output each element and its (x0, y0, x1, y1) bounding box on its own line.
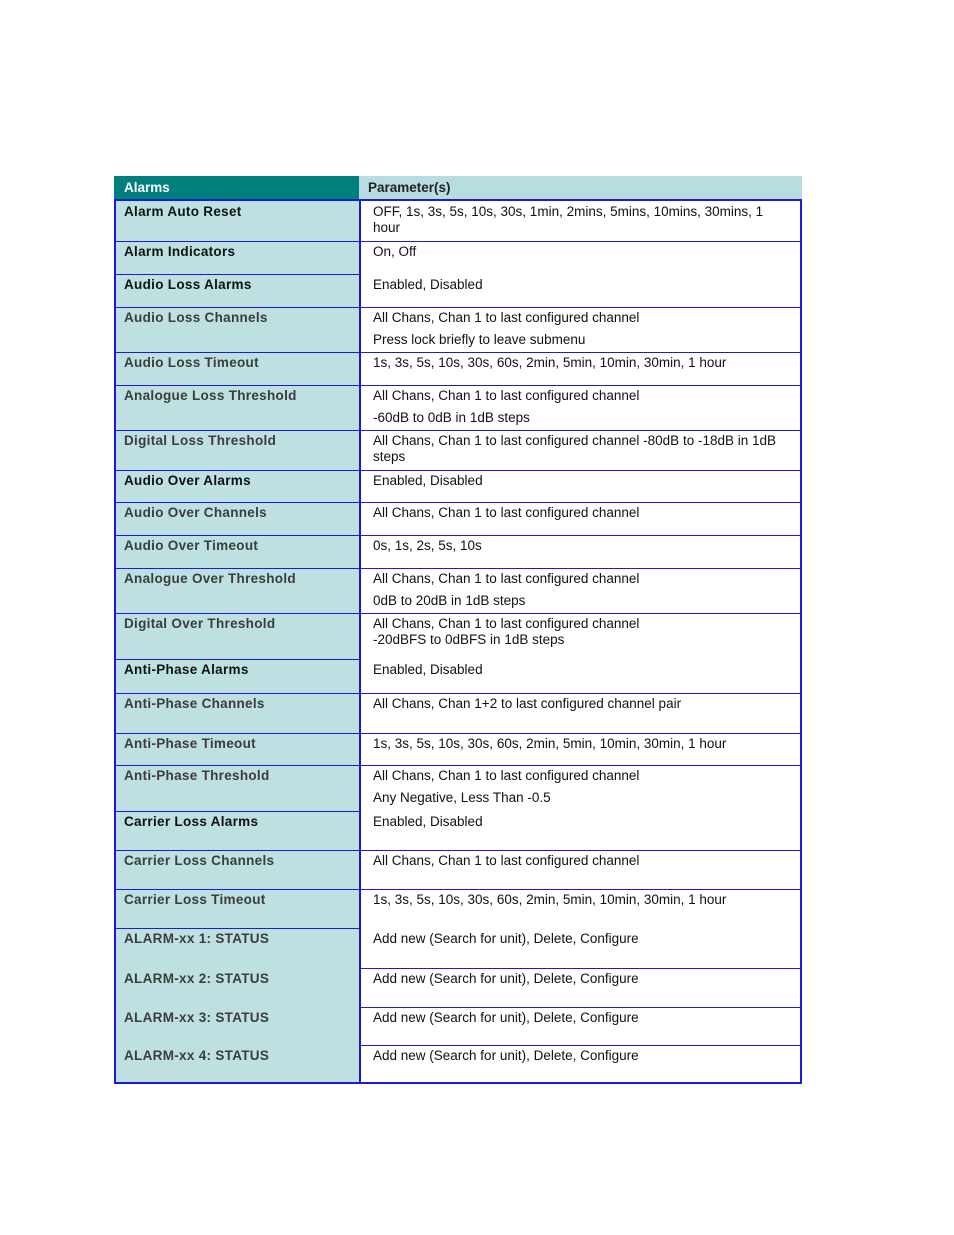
alarm-name: Carrier Loss Timeout (124, 892, 266, 907)
parameter-line-2: Press lock briefly to leave submenu (373, 332, 586, 347)
alarm-parameters (361, 928, 800, 968)
header-alarms: Alarms (114, 176, 359, 199)
row-divider (361, 385, 800, 386)
alarm-parameters (361, 502, 800, 535)
row-divider (116, 889, 359, 890)
alarm-name: Digital Over Threshold (124, 616, 276, 631)
alarm-name: Anti-Phase Channels (124, 696, 265, 711)
alarm-parameters (361, 568, 800, 613)
parameter-line-2: 0dB to 20dB in 1dB steps (373, 593, 526, 608)
alarm-parameters (361, 733, 800, 765)
alarm-name: Audio Loss Alarms (124, 277, 252, 292)
alarm-parameters (361, 535, 800, 568)
parameter-line: All Chans, Chan 1+2 to last configured channel pair (373, 696, 682, 711)
row-divider (116, 274, 359, 275)
parameter-line: 1s, 3s, 5s, 10s, 30s, 60s, 2min, 5min, 10min, 30min, 1 hour (373, 355, 727, 370)
parameter-line: All Chans, Chan 1 to last configured channel (373, 616, 640, 631)
row-divider (116, 613, 359, 614)
alarm-name: ALARM-xx 3: STATUS (124, 1010, 270, 1025)
alarm-name: Carrier Loss Channels (124, 853, 275, 868)
row-divider (116, 430, 359, 431)
alarm-parameters (361, 1007, 800, 1045)
alarm-name: Audio Over Alarms (124, 473, 251, 488)
row-divider (116, 502, 359, 503)
header-parameters: Parameter(s) (359, 176, 802, 199)
alarm-parameters (361, 201, 800, 241)
row-divider (116, 470, 359, 471)
row-divider (116, 352, 359, 353)
alarm-name: Anti-Phase Threshold (124, 768, 270, 783)
row-divider (116, 765, 359, 766)
parameter-line: On, Off (373, 244, 417, 259)
table-row (116, 928, 800, 968)
row-divider (361, 470, 800, 471)
table-row (116, 535, 800, 568)
table-row (116, 811, 800, 850)
table-row (116, 1007, 800, 1045)
row-divider (361, 502, 800, 503)
row-divider (361, 568, 800, 569)
parameter-line: 1s, 3s, 5s, 10s, 30s, 60s, 2min, 5min, 10min, 30min, 1 hour (373, 736, 727, 751)
parameter-line: All Chans, Chan 1 to last configured channel (373, 310, 640, 325)
parameter-line: Add new (Search for unit), Delete, Configure (373, 1048, 639, 1063)
alarm-name: Audio Loss Timeout (124, 355, 259, 370)
table-row (116, 352, 800, 385)
table-row (116, 613, 800, 659)
table-row (116, 659, 800, 693)
row-divider (116, 241, 359, 242)
parameter-line-2: -60dB to 0dB in 1dB steps (373, 410, 530, 425)
alarm-name: Audio Loss Channels (124, 310, 268, 325)
row-divider (361, 352, 800, 353)
row-divider (361, 307, 800, 308)
alarm-name: ALARM-xx 4: STATUS (124, 1048, 270, 1063)
row-divider (361, 850, 800, 851)
alarm-parameters (361, 1045, 800, 1082)
parameter-line: All Chans, Chan 1 to last configured channel (373, 853, 640, 868)
table-row (116, 733, 800, 765)
alarm-name: Carrier Loss Alarms (124, 814, 259, 829)
row-divider (361, 889, 800, 890)
alarm-name: Audio Over Channels (124, 505, 267, 520)
parameter-line: 1s, 3s, 5s, 10s, 30s, 60s, 2min, 5min, 10min, 30min, 1 hour (373, 892, 727, 907)
parameter-line: OFF, 1s, 3s, 5s, 10s, 30s, 1min, 2mins, 5mins, 10mins, 30mins, 1 hour (373, 204, 764, 235)
table-row (116, 502, 800, 535)
row-divider (361, 613, 800, 614)
alarm-parameters (361, 968, 800, 1007)
alarm-parameters (361, 274, 800, 307)
table-row (116, 850, 800, 889)
parameter-line: Add new (Search for unit), Delete, Configure (373, 931, 639, 946)
alarm-name: Alarm Indicators (124, 244, 236, 259)
row-divider (116, 733, 359, 734)
alarm-parameters (361, 307, 800, 352)
parameter-line: Enabled, Disabled (373, 814, 483, 829)
table-header (114, 176, 802, 199)
table-row (116, 765, 800, 811)
row-divider (116, 850, 359, 851)
alarms-table (114, 176, 802, 1084)
alarm-parameters (361, 385, 800, 430)
alarm-parameters (361, 241, 800, 274)
parameter-line: All Chans, Chan 1 to last configured channel -80dB to -18dB in 1dB steps (373, 433, 777, 464)
parameter-line-2: -20dBFS to 0dBFS in 1dB steps (373, 632, 565, 647)
alarm-name: ALARM-xx 1: STATUS (124, 931, 270, 946)
parameter-line: All Chans, Chan 1 to last configured channel (373, 571, 640, 586)
alarm-name: Analogue Over Threshold (124, 571, 296, 586)
table-row (116, 889, 800, 928)
row-divider (116, 307, 359, 308)
row-divider (361, 693, 800, 694)
row-divider (116, 659, 359, 660)
row-divider (361, 241, 800, 242)
parameter-line: Enabled, Disabled (373, 662, 483, 677)
table-row (116, 307, 800, 352)
table-row (116, 470, 800, 502)
parameter-line: All Chans, Chan 1 to last configured channel (373, 505, 640, 520)
alarm-parameters (361, 613, 800, 659)
alarm-parameters (361, 765, 800, 811)
row-divider (116, 568, 359, 569)
parameter-line: All Chans, Chan 1 to last configured channel (373, 768, 640, 783)
alarm-name: Anti-Phase Timeout (124, 736, 256, 751)
alarm-parameters (361, 811, 800, 850)
alarm-name: Audio Over Timeout (124, 538, 259, 553)
table-row (116, 693, 800, 733)
parameter-line: Add new (Search for unit), Delete, Configure (373, 1010, 639, 1025)
row-divider (361, 733, 800, 734)
parameter-line: Add new (Search for unit), Delete, Configure (373, 971, 639, 986)
parameter-line: Enabled, Disabled (373, 277, 483, 292)
alarm-name: ALARM-xx 2: STATUS (124, 971, 270, 986)
table-row (116, 568, 800, 613)
table-row (116, 968, 800, 1007)
row-divider (361, 430, 800, 431)
table-row (116, 241, 800, 274)
alarm-parameters (361, 430, 800, 470)
row-divider (361, 1045, 800, 1046)
row-divider (116, 928, 359, 929)
table-row (116, 1045, 800, 1082)
alarm-name: Anti-Phase Alarms (124, 662, 249, 677)
alarm-parameters (361, 659, 800, 693)
parameter-line: 0s, 1s, 2s, 5s, 10s (373, 538, 482, 553)
alarm-name: Digital Loss Threshold (124, 433, 277, 448)
alarm-parameters (361, 889, 800, 928)
parameter-line: All Chans, Chan 1 to last configured channel (373, 388, 640, 403)
row-divider (116, 811, 359, 812)
alarm-name: Alarm Auto Reset (124, 204, 242, 219)
row-divider (116, 535, 359, 536)
row-divider (361, 1007, 800, 1008)
table-row (116, 385, 800, 430)
row-divider (116, 693, 359, 694)
row-divider (361, 765, 800, 766)
parameter-line-2: Any Negative, Less Than -0.5 (373, 790, 551, 805)
table-row (116, 201, 800, 241)
alarm-parameters (361, 693, 800, 733)
row-divider (361, 535, 800, 536)
alarm-parameters (361, 850, 800, 889)
alarm-parameters (361, 470, 800, 502)
parameter-line: Enabled, Disabled (373, 473, 483, 488)
row-divider (361, 968, 800, 969)
alarm-parameters (361, 352, 800, 385)
table-body (114, 199, 802, 1084)
table-row (116, 274, 800, 307)
row-divider (116, 385, 359, 386)
table-row (116, 430, 800, 470)
alarm-name: Analogue Loss Threshold (124, 388, 297, 403)
